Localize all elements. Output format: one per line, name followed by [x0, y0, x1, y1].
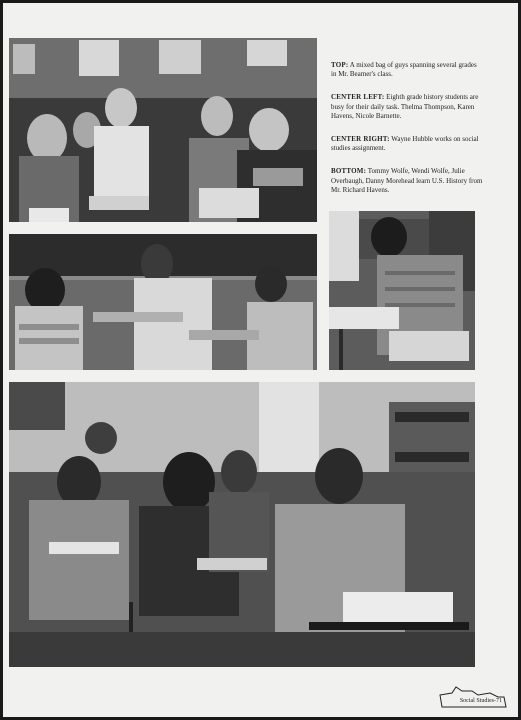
photo-captions [331, 61, 483, 209]
photo-bottom-image [9, 382, 475, 667]
page-footer [438, 685, 508, 711]
photo-top [9, 38, 317, 222]
photo-bottom [9, 382, 475, 667]
caption-center-left: CENTER LEFT: Eighth grade history students are busy for their daily task. Thelma Thompson, Karen Havens, Nicole Barnette. [331, 93, 479, 120]
photo-center-right-image [329, 211, 475, 370]
page-number: Social Studies-71 [459, 698, 502, 704]
photo-center-right [329, 211, 475, 370]
photo-center-left [9, 234, 317, 370]
yearbook-page [3, 3, 518, 717]
caption-center-right: CENTER RIGHT: Wayne Hubble works on social studies assignment. [331, 135, 479, 153]
caption-bottom: BOTTOM: Tommy Wolfe, Wendi Wolfe, Julie Overbaugh, Danny Morehead learn U.S. History from Mr. Richard Havens. [331, 167, 483, 194]
photo-center-left-image [9, 234, 317, 370]
photo-top-image [9, 38, 317, 222]
caption-top: TOP: A mixed bag of guys spanning several grades in Mr. Beamer's class. [331, 61, 477, 79]
